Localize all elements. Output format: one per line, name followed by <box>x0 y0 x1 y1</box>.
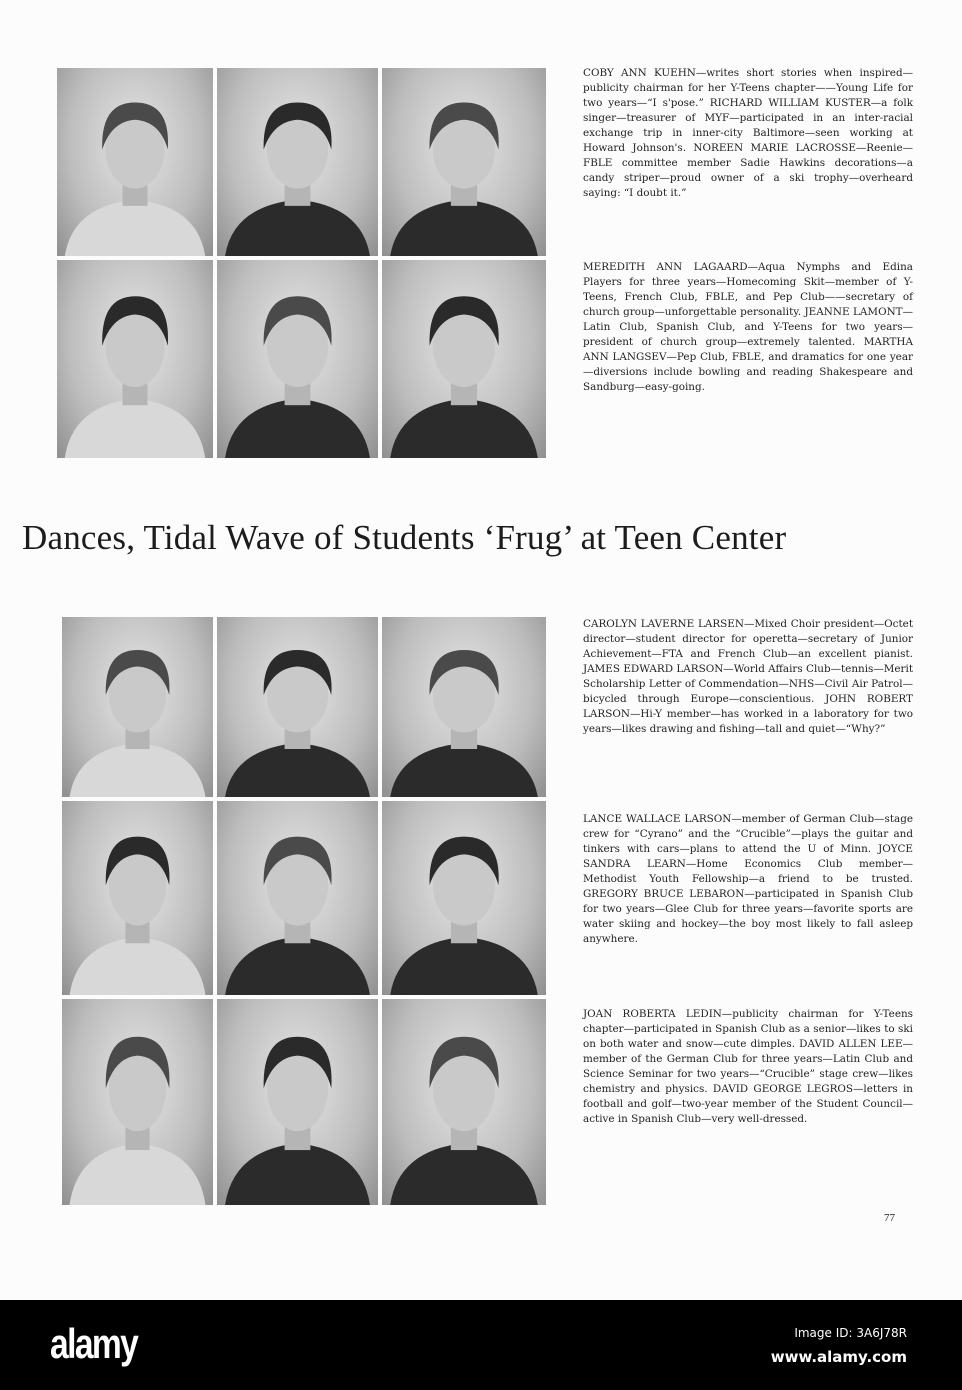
portrait-photo <box>217 617 378 797</box>
portrait-silhouette <box>217 617 378 797</box>
image-id: Image ID: 3A6J78R <box>794 1326 907 1340</box>
portrait-silhouette <box>217 68 378 256</box>
portrait-silhouette <box>62 617 213 797</box>
page-headline: Dances, Tidal Wave of Students ‘Frug’ at Teen Center <box>22 518 787 557</box>
portrait-silhouette <box>57 260 213 458</box>
portrait-photo <box>62 999 213 1205</box>
portrait-photo <box>382 801 546 995</box>
portrait-photo <box>217 260 378 458</box>
student-bio: MEREDITH ANN LAGAARD—Aqua Nymphs and Edina Players for three years—Homecoming Skit—member of Y-Teens, French Club, FBLE, and Pep Club——secretary of church group—unforgettable personality. JEANNE LAMONT—Latin Club, Spanish Club, and Y-Teens for two years—president of church group—extremely talented. MARTHA ANN LANGSEV—Pep Club, FBLE, and dramatics for one year—diversions include bowling and reading Shakespeare and Sandburg—easy-going. <box>583 261 913 393</box>
portrait-silhouette <box>382 801 546 995</box>
portrait-photo <box>57 68 213 256</box>
alamy-logo: alamy <box>50 1320 138 1367</box>
portrait-photo <box>382 999 546 1205</box>
site-url: www.alamy.com <box>770 1348 907 1366</box>
portrait-photo <box>382 260 546 458</box>
portrait-photo <box>62 801 213 995</box>
portrait-photo <box>57 260 213 458</box>
portrait-silhouette <box>217 999 378 1205</box>
portrait-silhouette <box>57 68 213 256</box>
portrait-silhouette <box>217 801 378 995</box>
portrait-silhouette <box>62 999 213 1205</box>
page-number: 77 <box>884 1212 895 1224</box>
portrait-photo <box>217 68 378 256</box>
portrait-silhouette <box>382 617 546 797</box>
portrait-silhouette <box>62 801 213 995</box>
portrait-silhouette <box>382 999 546 1205</box>
portrait-silhouette <box>217 260 378 458</box>
watermark-bar <box>0 1300 962 1390</box>
student-bio: LANCE WALLACE LARSON—member of German Club—stage crew for “Cyrano” and the “Crucible”—plays the guitar and tinkers with cars—plans to attend the U of Minn. JOYCE SANDRA LEARN—Home Economics Club member—Methodist Youth Fellowship—a friend to be trusted. GREGORY BRUCE LEBARON—participated in Spanish Club for two years—Glee Club for three years—favorite sports are water skiing and hockey—the boy most likely to fall asleep anywhere. <box>583 813 913 945</box>
student-bio: JOAN ROBERTA LEDIN—publicity chairman for Y-Teens chapter—participated in Spanish Club as a senior—likes to ski on both water and snow—cute dimples. DAVID ALLEN LEE—member of the German Club for three years—Latin Club and Science Seminar for two years—“Crucible” stage crew—likes chemistry and physics. DAVID GEORGE LEGROS—letters in football and golf—two-year member of the Student Council—active in Spanish Club—very well-dressed. <box>583 1008 913 1125</box>
portrait-photo <box>382 617 546 797</box>
portrait-photo <box>217 801 378 995</box>
student-bio: COBY ANN KUEHN—writes short stories when inspired—publicity chairman for her Y-Teens chapter——Young Life for two years—“I s'pose.” RICHARD WILLIAM KUSTER—a folk singer—treasurer of MYF—participated in an inter-racial exchange trip in inner-city Baltimore—seen working at Howard Johnson's. NOREEN MARIE LACROSSE—Reenie—FBLE committee member Sadie Hawkins decorations—a candy striper—proud owner of a ski trophy—overheard saying: “I doubt it.” <box>583 67 913 199</box>
portrait-silhouette <box>382 68 546 256</box>
portrait-photo <box>217 999 378 1205</box>
portrait-silhouette <box>382 260 546 458</box>
portrait-photo <box>62 617 213 797</box>
portrait-photo <box>382 68 546 256</box>
student-bio: CAROLYN LAVERNE LARSEN—Mixed Choir president—Octet director—student director for operetta—secretary of Junior Achievement—FTA and French Club—an excellent pianist. JAMES EDWARD LARSON—World Affairs Club—tennis—Merit Scholarship Letter of Commendation—NHS—Civil Air Patrol—bicycled through Europe—conscientious. JOHN ROBERT LARSON—Hi-Y member—has worked in a laboratory for two years—likes drawing and fishing—tall and quiet—“Why?” <box>583 618 914 735</box>
